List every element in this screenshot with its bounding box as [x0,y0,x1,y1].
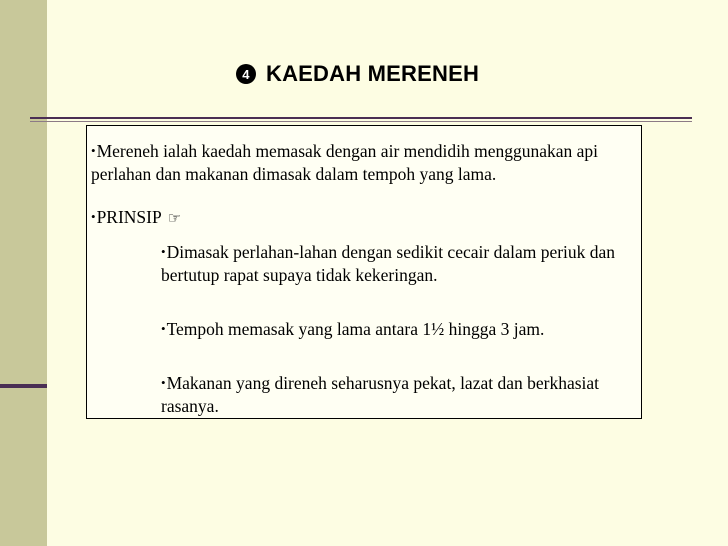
bullet-icon: • [91,143,96,158]
number-badge-icon: 4 [236,64,256,84]
prinsip-point-text: Tempoh memasak yang lama antara 1½ hingga 3 jam. [166,319,545,339]
bullet-icon: • [161,244,166,259]
bullet-icon: • [91,209,96,224]
title-rule-thin [30,121,692,122]
bullet-icon: • [161,321,166,336]
title-rule [30,117,692,119]
intro-text: Mereneh ialah kaedah memasak dengan air mendidih menggunakan api perlahan dan makanan dimasak dalam tempoh yang lama. [91,141,599,184]
prinsip-heading [91,206,636,230]
prinsip-point [161,318,631,341]
prinsip-point [161,241,631,286]
side-band [0,0,47,546]
side-divider [0,384,47,388]
bullet-icon: • [161,375,166,390]
slide-title [236,58,479,90]
pointing-hand-icon: ☞ [167,209,182,227]
slide-title-text: KAEDAH MERENEH [266,61,480,86]
prinsip-point-text: Makanan yang direneh seharusnya pekat, lazat dan berkhasiat rasanya. [161,373,600,416]
prinsip-point-text: Dimasak perlahan-lahan dengan sedikit cecair dalam periuk dan bertutup rapat supaya tidak kekeringan. [161,242,616,285]
intro-paragraph [91,140,636,185]
prinsip-point [161,372,631,417]
prinsip-label: PRINSIP [96,207,162,227]
